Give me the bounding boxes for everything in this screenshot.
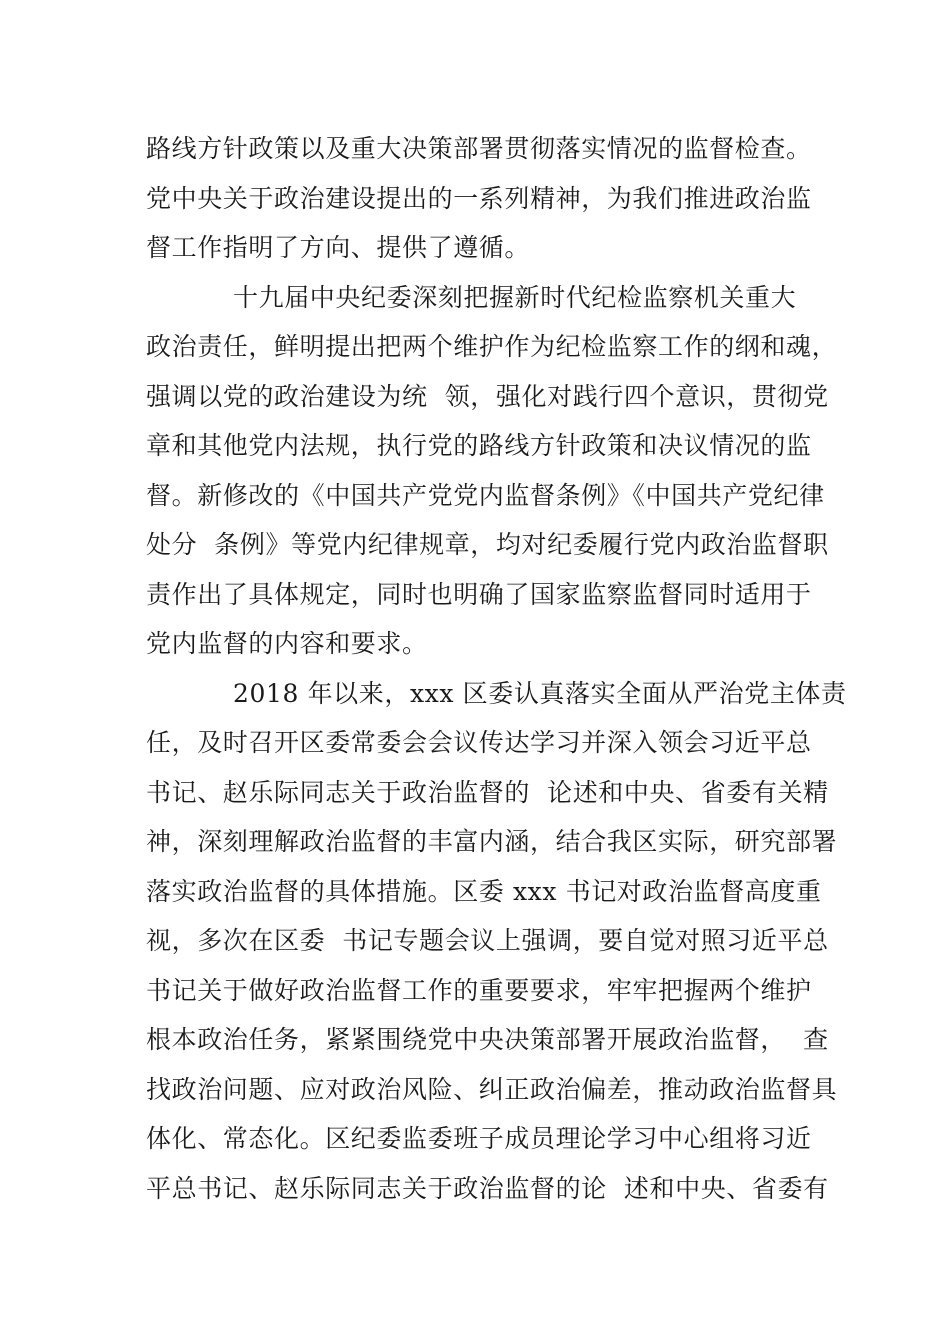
- paragraph-1-line-1: 路线方针政策以及重大决策部署贯彻落实情况的监督检查。: [146, 134, 812, 163]
- paragraph-2-line-2: 政治责任，鲜明提出把两个维护作为纪检监察工作的纲和魂，: [146, 332, 838, 361]
- paragraph-3-line-11: 平总书记、赵乐际同志关于政治监督的论 述和中央、省委有: [146, 1173, 829, 1203]
- paragraph-3-line-8: 根本政治任务，紧紧围绕党中央决策部署开展政治监督， 查: [146, 1025, 829, 1054]
- paragraph-3-line-2: 任，及时召开区委常委会会议传达学习并深入领会习近平总: [146, 728, 812, 757]
- paragraph-2-line-3: 强调以党的政治建设为统 领，强化对践行四个意识，贯彻党: [146, 381, 829, 411]
- paragraph-2-line-5: 督。新修改的《中国共产党党内监督条例》《中国共产党纪律: [146, 480, 825, 510]
- paragraph-2-line-6: 处分 条例》等党内纪律规章，均对纪委履行党内政治监督职: [146, 530, 829, 559]
- paragraph-2-line-7: 责作出了具体规定，同时也明确了国家监察监督同时适用于: [146, 579, 812, 609]
- paragraph-2-line-4: 章和其他党内法规，执行党的路线方针政策和决议情况的监: [146, 431, 812, 460]
- paragraph-3-line-7: 书记关于做好政治监督工作的重要要求，牢牢把握两个维护: [146, 975, 812, 1005]
- paragraph-2-line-8: 党内监督的内容和要求。: [146, 629, 428, 658]
- paragraph-3-line-5: 落实政治监督的具体措施。区委 xxx 书记对政治监督高度重: [146, 876, 822, 906]
- paragraph-1-line-2: 党中央关于政治建设提出的一系列精神，为我们推进政治监: [146, 183, 812, 213]
- paragraph-2-line-1: 十九届中央纪委深刻把握新时代纪检监察机关重大: [233, 282, 797, 312]
- paragraph-3-line-10: 体化、常态化。区纪委监委班子成员理论学习中心组将习近: [146, 1124, 812, 1153]
- paragraph-3-line-9: 找政治问题、应对政治风险、纠正政治偏差，推动政治监督具: [146, 1074, 838, 1104]
- paragraph-1-line-3: 督工作指明了方向、提供了遵循。: [146, 233, 531, 262]
- paragraph-3-line-1: 2018 年以来，xxx 区委认真落实全面从严治党主体责: [233, 678, 847, 708]
- document-body: [146, 124, 847, 1213]
- paragraph-3-line-3: 书记、赵乐际同志关于政治监督的 论述和中央、省委有关精: [146, 777, 829, 807]
- paragraph-3-line-4: 神，深刻理解政治监督的丰富内涵，结合我区实际，研究部署: [146, 827, 838, 856]
- paragraph-3-line-6: 视，多次在区委 书记专题会议上强调，要自觉对照习近平总: [146, 926, 829, 955]
